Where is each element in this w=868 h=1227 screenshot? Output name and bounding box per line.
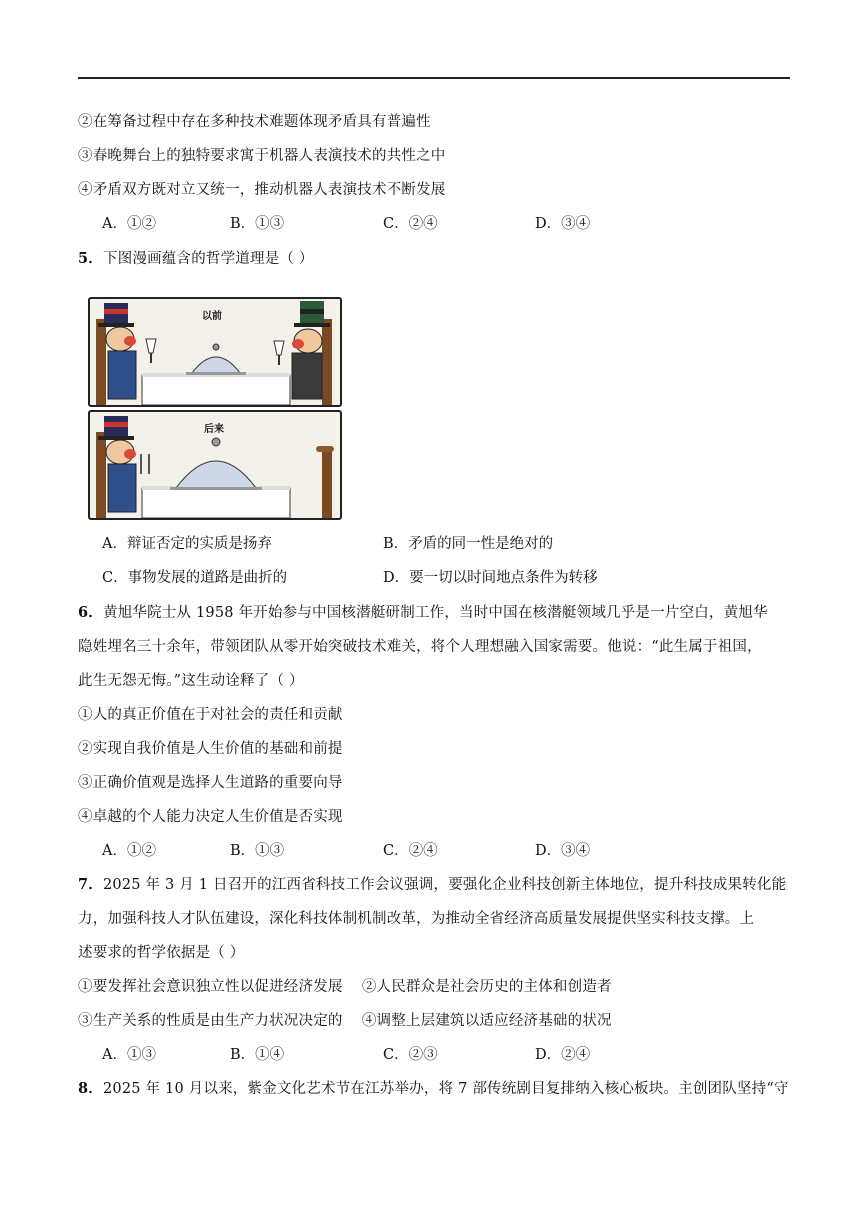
q4-option-c: C．②④ [383,216,438,232]
q8-number: 8． [78,1080,103,1097]
q4-option-b: B．①③ [230,216,285,232]
q6-statement-3: ③正确价值观是选择人生道路的重要向导 [78,775,343,791]
q5-stem [78,249,314,269]
q5-stem-text: 下图漫画蕴含的哲学道理是（ ） [103,251,314,267]
q5-option-c: C．事物发展的道路是曲折的 [102,570,288,586]
q6-option-b: B．①③ [230,843,285,859]
q6-stem-line-1 [78,603,768,623]
q6-statement-4: ④卓越的个人能力决定人生价值是否实现 [78,809,343,825]
q7-statements-3-4: ③生产关系的性质是由生产力状况决定的 ④调整上层建筑以适应经济基础的状况 [78,1013,612,1029]
cartoon-panel-after [88,410,342,520]
q6-stem-line-2: 隐姓埋名三十余年，带领团队从零开始突破技术难关，将个人理想融入国家需要。他说：“此生属于祖国， [78,639,762,655]
header-rule [78,77,790,79]
q6-stem-line-3: 此生无怨无悔。”这生动诠释了（ ） [78,673,304,689]
q5-option-a: A．辩证否定的实质是扬弃 [102,536,272,552]
q7-option-a: A．①③ [102,1047,156,1063]
q7-option-b: B．①④ [230,1047,285,1063]
cartoon-panel-before [88,297,342,407]
q7-number: 7． [78,876,103,893]
q6-statement-1: ①人的真正价值在于对社会的责任和贡献 [78,707,343,723]
cartoon-caption-before: 以前 [202,311,222,322]
q6-option-c: C．②④ [383,843,438,859]
q4-statement-4: ④矛盾双方既对立又统一，推动机器人表演技术不断发展 [78,182,446,198]
q4-option-a: A．①② [102,216,156,232]
q7-statements-1-2: ①要发挥社会意识独立性以促进经济发展 ②人民群众是社会历史的主体和创造者 [78,979,612,995]
q4-option-d: D．③④ [535,216,591,232]
q6-number: 6． [78,604,103,621]
q6-option-d: D．③④ [535,843,591,859]
q7-option-d: D．②④ [535,1047,591,1063]
cartoon-caption-after: 后来 [204,424,224,435]
q5-option-d: D．要一切以时间地点条件为转移 [383,570,598,586]
q7-option-c: C．②③ [383,1047,438,1063]
q4-statement-3: ③春晚舞台上的独特要求寓于机器人表演技术的共性之中 [78,148,446,164]
q5-number: 5． [78,250,103,267]
q6-option-a: A．①② [102,843,156,859]
q7-stem-line-2: 力，加强科技人才队伍建设，深化科技体制机制改革，为推动全省经济高质量发展提供坚实科技支撑。上 [78,911,755,927]
q8-stem-line-1 [78,1079,789,1099]
q6-statement-2: ②实现自我价值是人生价值的基础和前提 [78,741,343,757]
q7-line-1-text: 2025 年 3 月 1 日召开的江西省科技工作会议强调，要强化企业科技创新主体地位，提升科技成果转化能 [103,877,787,893]
q7-stem-line-1 [78,875,786,895]
q8-line-1-text: 2025 年 10 月以来，紫金文化艺术节在江苏举办，将 7 部传统剧目复排纳入核心板块。主创团队坚持“守 [103,1081,789,1097]
q7-stem-line-3: 述要求的哲学依据是（ ） [78,945,245,961]
q4-statement-2: ②在筹备过程中存在多种技术难题体现矛盾具有普遍性 [78,114,431,130]
q6-line-1-text: 黄旭华院士从 1958 年开始参与中国核潜艇研制工作，当时中国在核潜艇领域几乎是一片空白，黄旭华 [103,605,768,621]
q5-option-b: B．矛盾的同一性是绝对的 [383,536,554,552]
